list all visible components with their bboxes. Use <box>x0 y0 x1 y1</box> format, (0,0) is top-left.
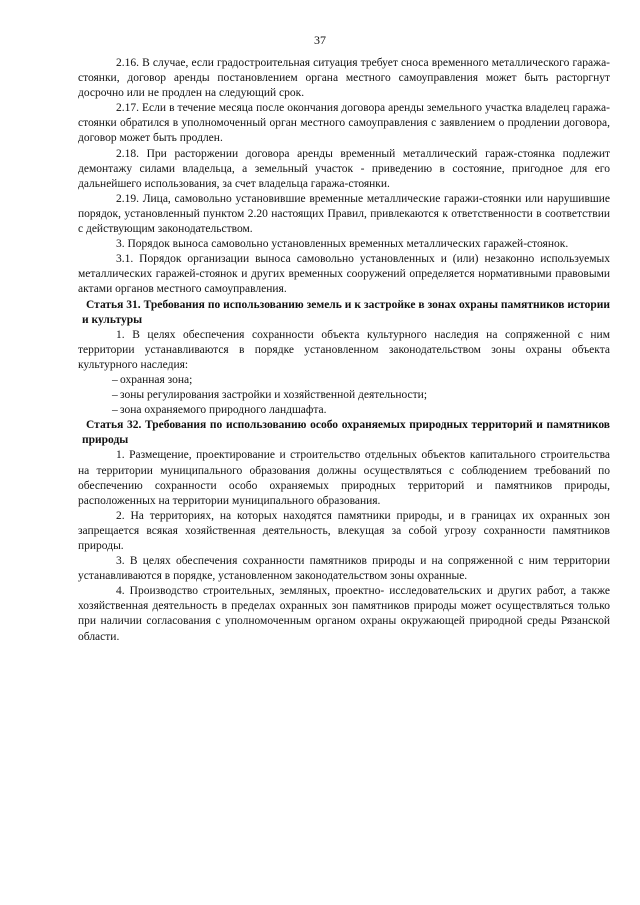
list-item <box>78 373 610 388</box>
list-item-text: зоны регулирования застройки и хозяйственной деятельности; <box>120 389 428 402</box>
document-body <box>78 56 610 645</box>
paragraph: 2.19. Лица, самовольно установившие временные металлические гаражи-стоянки или нарушившие порядок, установленный пунктом 2.20 настоящих Правил, привлекаются к ответственности в соответствии с действующим законодательством. <box>78 192 610 236</box>
paragraph: 3. В целях обеспечения сохранности памятников природы и на сопряженной с ним территории устанавливаются в порядке, установленном законодательством зоны охранные. <box>78 555 610 583</box>
paragraph: 2.16. В случае, если градостроительная ситуация требует сноса временного металлического гаража-стоянки, договор аренды постановлением органа местного самоуправления может быть расторгнут досрочно или не продлен на следующий срок. <box>78 57 610 100</box>
list-item <box>78 388 610 403</box>
list-item-text: охранная зона; <box>120 373 193 386</box>
article-heading: Статья 31. Требования по использованию земель и к застройке в зонах охраны памятников истории и культуры <box>82 298 610 326</box>
paragraph: 3.1. Порядок организации выноса самовольно установленных и (или) незаконно используемых металлических гаражей-стоянок и других временных сооружений определяется нормативными правовыми актами органов местного самоуправления. <box>78 253 610 296</box>
list-marker: – <box>112 389 118 402</box>
list-marker: – <box>112 404 118 417</box>
paragraph: 2. На территориях, на которых находятся памятники природы, и в границах их охранных зон запрещается всякая хозяйственная деятельность, влекущая за собой угрозу сохранности памятников природы. <box>78 509 610 552</box>
paragraph: 4. Производство строительных, земляных, проектно- исследовательских и других работ, а также хозяйственная деятельность в пределах охранных зон памятников природы может осуществляться только при наличии согласования с уполномоченным органом охраны окружающей природной среды Рязанской области. <box>78 585 610 643</box>
article-heading: Статья 32. Требования по использованию особо охраняемых природных территорий и памятников природы <box>82 419 610 447</box>
paragraph: 2.18. При расторжении договора аренды временный металлический гараж-стоянка подлежит демонтажу силами владельца, а земельный участок - приведению в состояние, пригодное для его дальнейшего использования, за счет владельца гаража-стоянки. <box>78 147 610 190</box>
list-item-text: зона охраняемого природного ландшафта. <box>120 404 327 417</box>
list-item <box>78 403 610 418</box>
list-marker: – <box>112 373 118 386</box>
paragraph: 1. В целях обеспечения сохранности объекта культурного наследия на сопряженной с ним территории устанавливаются в порядке установленном законодательством зоны охраны объекта культурного наследия: <box>78 328 610 371</box>
paragraph: 3. Порядок выноса самовольно установленных временных металлических гаражей-стоянок. <box>116 238 569 251</box>
paragraph: 1. Размещение, проектирование и строительство отдельных объектов капитального строительства на территории муниципального образования должны осуществляться с соблюдением требований по обеспечению сохранности особо охраняемых природных территорий и памятников природы, расположенных на территории муниципального образования. <box>78 449 610 507</box>
page-number: 37 <box>314 33 326 47</box>
paragraph: 2.17. Если в течение месяца после окончания договора аренды земельного участка владелец гаража-стоянки обратился в уполномоченный орган местного самоуправления с заявлением о продлении договора, договор может быть продлен. <box>78 102 610 145</box>
